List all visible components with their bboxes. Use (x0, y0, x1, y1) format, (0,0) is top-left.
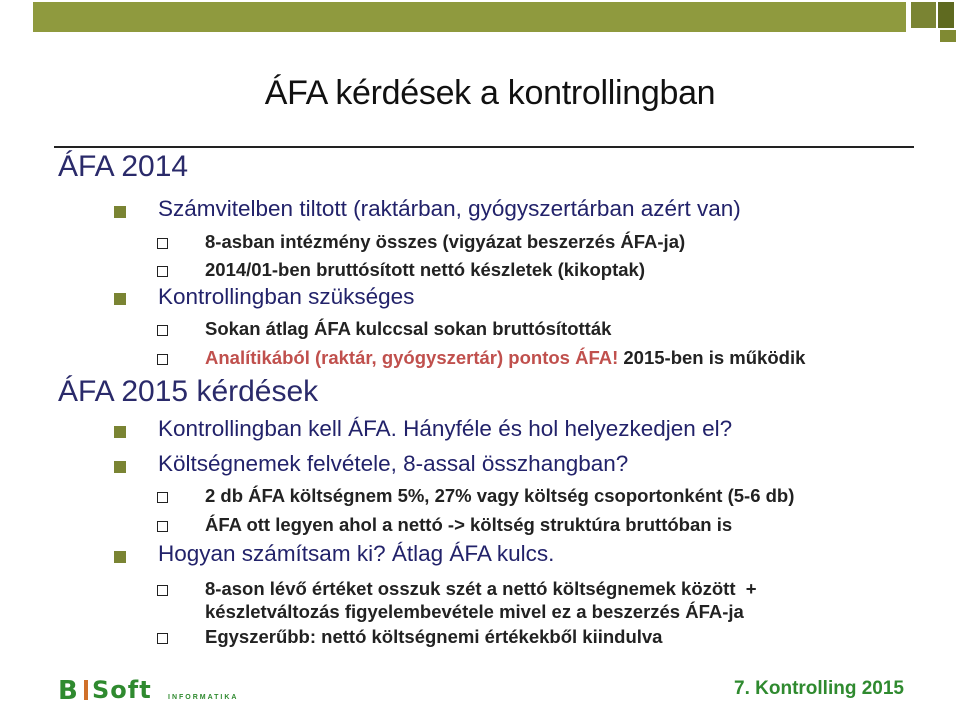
square-bullet-icon (114, 551, 126, 563)
list-item: Számvitelben tiltott (raktárban, gyógyszertárban azért van) (158, 196, 741, 221)
box-bullet-icon (157, 633, 168, 644)
list-subitem: 8-ason lévő értéket osszuk szét a nettó költségnemek között + (205, 578, 757, 599)
square-bullet-icon (114, 206, 126, 218)
box-bullet-icon (157, 325, 168, 336)
header-square (940, 30, 956, 42)
list-subitem: ÁFA ott legyen ahol a nettó -> költség struktúra bruttóban is (205, 514, 733, 535)
list-subitem: 2014/01-ben bruttósított nettó készletek (kikoptak) (205, 259, 645, 280)
list-subitem: Sokan átlag ÁFA kulccsal sokan bruttósították (205, 318, 612, 339)
list-subitem: Egyszerűbb: nettó költségnemi értékekből kiindulva (205, 626, 663, 647)
list-item: Kontrollingban kell ÁFA. Hányféle és hol helyezkedjen el? (158, 416, 733, 441)
logo-subtitle: INFORMATIKA (168, 694, 239, 701)
header-square (911, 2, 936, 28)
box-bullet-icon (157, 238, 168, 249)
box-bullet-icon (157, 266, 168, 277)
header-decoration (0, 0, 960, 40)
logo-soft: Soft (92, 676, 152, 704)
logo-separator (84, 680, 88, 700)
title-divider (54, 146, 914, 148)
highlight-text: Analítikából (raktár, gyógyszertár) pontos ÁFA! (205, 347, 619, 368)
header-bar (33, 2, 906, 32)
section-heading: ÁFA 2015 kérdések (58, 375, 319, 408)
header-square (938, 2, 954, 28)
list-subitem (205, 347, 805, 369)
slide-title: ÁFA kérdések a kontrollingban (264, 74, 716, 112)
list-item: Költségnemek felvétele, 8-assal összhangban? (158, 451, 629, 476)
subitem-rest: 2015-ben is működik (618, 347, 806, 368)
square-bullet-icon (114, 293, 126, 305)
slide-footer: 7. Kontrolling 2015 (734, 678, 904, 699)
list-item: Kontrollingban szükséges (158, 284, 415, 309)
list-subitem: 8-asban intézmény összes (vigyázat beszerzés ÁFA-ja) (205, 231, 686, 252)
list-item: Hogyan számítsam ki? Átlag ÁFA kulcs. (158, 541, 555, 566)
list-subitem-continuation: készletváltozás figyelembevétele mivel ez a beszerzés ÁFA-ja (205, 601, 744, 622)
box-bullet-icon (157, 585, 168, 596)
square-bullet-icon (114, 461, 126, 473)
square-bullet-icon (114, 426, 126, 438)
box-bullet-icon (157, 521, 168, 532)
list-subitem: 2 db ÁFA költségnem 5%, 27% vagy költség csoportonként (5-6 db) (205, 485, 795, 506)
section-heading: ÁFA 2014 (58, 150, 189, 183)
box-bullet-icon (157, 354, 168, 365)
box-bullet-icon (157, 492, 168, 503)
logo-b: B (58, 676, 78, 706)
